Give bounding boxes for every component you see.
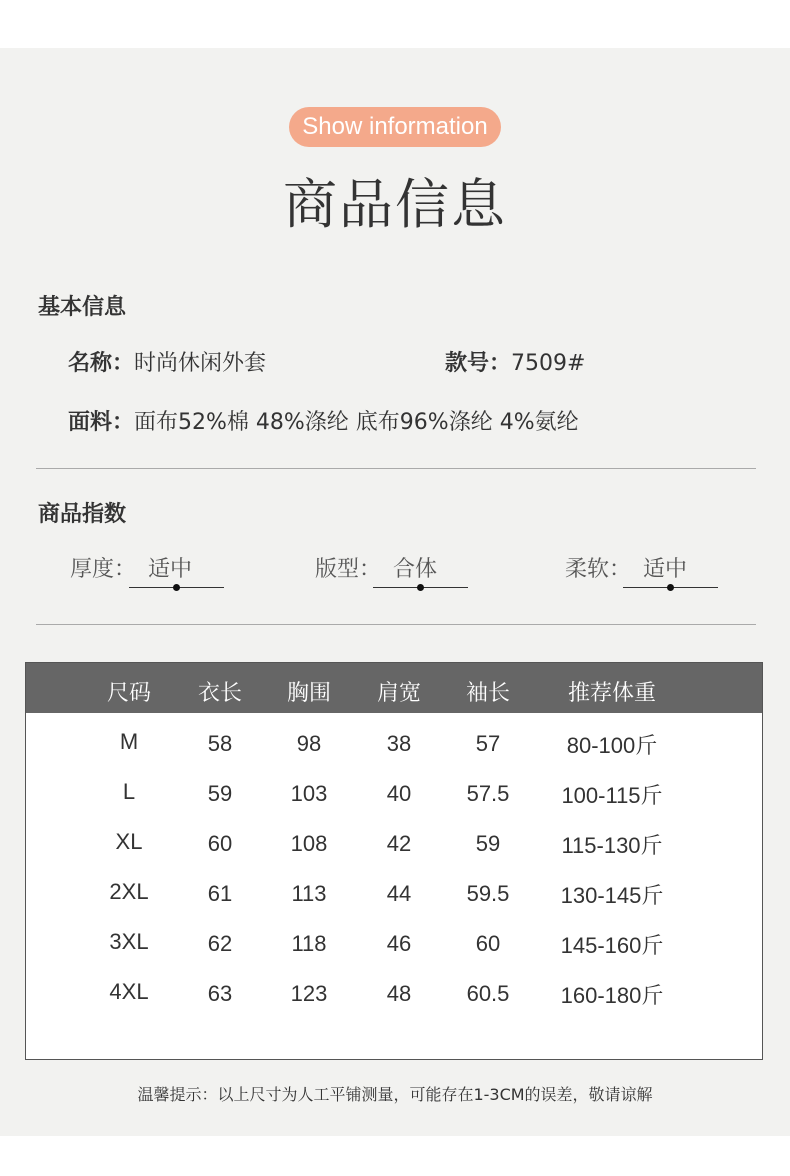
divider: [36, 624, 756, 625]
cell-shoulder: 44: [386, 881, 412, 906]
style-number-label: 款号：: [445, 351, 512, 376]
cell-weight: 100-115斤: [561, 783, 663, 808]
cell-sleeve: 57.5: [466, 781, 510, 806]
divider: [36, 468, 756, 469]
index-value: 合体: [393, 557, 438, 582]
header-weight: 推荐体重: [567, 681, 656, 706]
index-label: 厚度：: [70, 557, 137, 582]
index-label: 版型：: [315, 557, 382, 582]
index-slider-dot: [417, 584, 424, 591]
cell-length: 59: [207, 781, 233, 806]
cell-sleeve: 60: [475, 931, 501, 956]
cell-length: 61: [207, 881, 233, 906]
cell-weight: 115-130斤: [561, 833, 663, 858]
cell-chest: 103: [290, 781, 328, 806]
cell-length: 62: [207, 931, 233, 956]
cell-length: 60: [207, 831, 233, 856]
table-header: [26, 663, 762, 713]
index-value: 适中: [148, 557, 193, 582]
index-slider-dot: [173, 584, 180, 591]
cell-shoulder: 38: [386, 731, 412, 756]
product-name-label: 名称：: [68, 351, 135, 376]
index-fit: [315, 552, 437, 583]
show-information-badge: Show information: [289, 107, 501, 147]
cell-weight: 160-180斤: [560, 983, 664, 1008]
cell-chest: 123: [290, 981, 328, 1006]
cell-weight: 130-145斤: [560, 883, 664, 908]
cell-size: M: [119, 729, 139, 754]
header-chest: 胸围: [286, 681, 331, 706]
cell-weight: 80-100斤: [566, 733, 658, 758]
size-table: [25, 662, 763, 1060]
header-sleeve: 袖长: [465, 681, 510, 706]
cell-chest: 98: [296, 731, 322, 756]
header-length: 衣长: [197, 681, 242, 706]
cell-length: 58: [207, 731, 233, 756]
cell-size: L: [122, 779, 136, 804]
index-slider-dot: [667, 584, 674, 591]
fabric-label: 面料：: [68, 410, 135, 435]
header-shoulder: 肩宽: [376, 681, 421, 706]
cell-sleeve: 59: [475, 831, 501, 856]
cell-sleeve: 57: [475, 731, 501, 756]
product-name-value: 时尚休闲外套: [134, 351, 267, 376]
cell-shoulder: 42: [386, 831, 412, 856]
cell-shoulder: 40: [386, 781, 412, 806]
product-index-heading: 商品指数: [38, 502, 127, 527]
product-name: [68, 346, 266, 377]
basic-info-heading: 基本信息: [38, 295, 127, 320]
cell-length: 63: [207, 981, 233, 1006]
index-softness: [565, 552, 687, 583]
cell-size: XL: [115, 829, 143, 854]
cell-weight: 145-160斤: [560, 933, 664, 958]
header-size: 尺码: [106, 681, 151, 706]
cell-size: 4XL: [109, 979, 149, 1004]
fabric: [68, 405, 579, 436]
page-title: 商品信息: [283, 173, 507, 236]
style-number-value: 7509#: [511, 351, 586, 376]
cell-chest: 108: [290, 831, 328, 856]
cell-shoulder: 48: [386, 981, 412, 1006]
cell-shoulder: 46: [386, 931, 412, 956]
style-number: [445, 346, 585, 377]
measurement-note: 温馨提示：以上尺寸为人工平铺测量，可能存在1-3CM的误差，敬请谅解: [137, 1085, 653, 1104]
cell-size: 3XL: [109, 929, 149, 954]
index-thickness: [70, 552, 192, 583]
cell-chest: 113: [291, 881, 327, 906]
cell-size: 2XL: [109, 879, 149, 904]
cell-sleeve: 59.5: [466, 881, 510, 906]
cell-sleeve: 60.5: [466, 981, 510, 1006]
cell-chest: 118: [291, 931, 327, 956]
fabric-value: 面布52%棉 48%涤纶 底布96%涤纶 4%氨纶: [134, 410, 579, 435]
index-value: 适中: [643, 557, 688, 582]
index-label: 柔软：: [565, 557, 632, 582]
